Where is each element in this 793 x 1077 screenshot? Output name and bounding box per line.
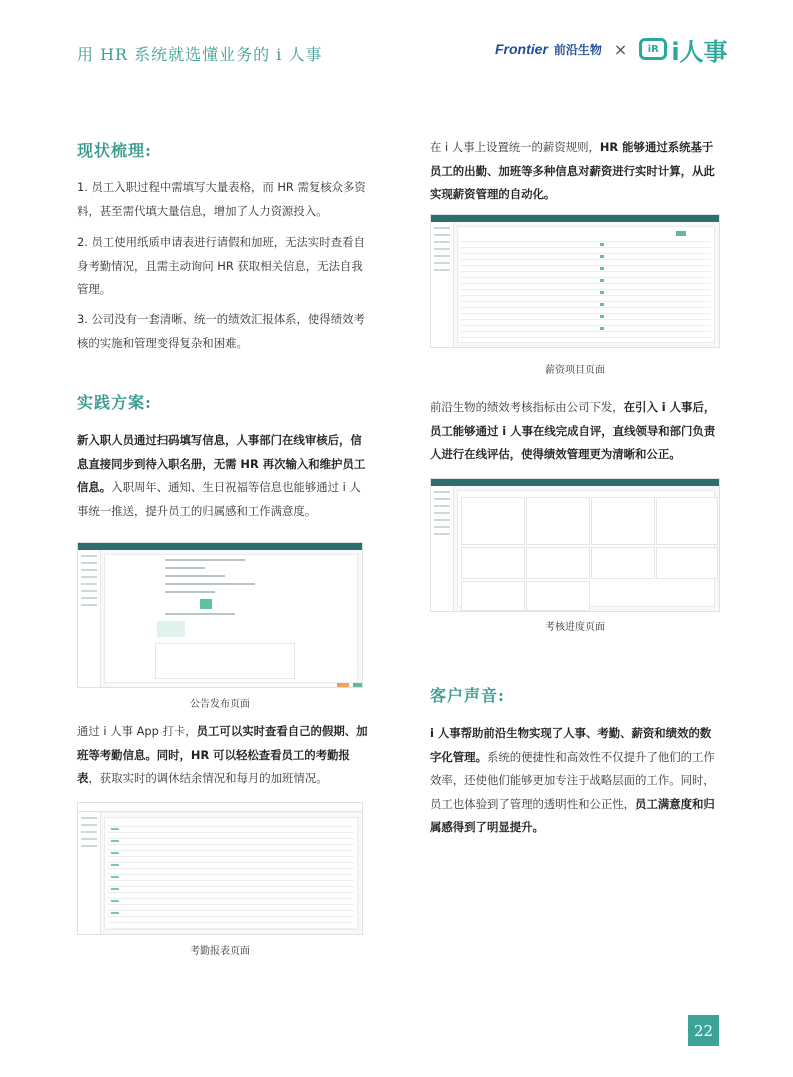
assessment-progress-screenshot	[430, 478, 720, 612]
status-point-1: 1. 员工入职过程中需填写大量表格，而 HR 需复核众多资料，甚至需代填大量信息，增加了人力资源投入。	[77, 180, 366, 218]
voice-p-mid: 系统的便捷性和高效性不仅提升了他们的工作效率，还使他们能够更加专注于战略层面的工作。同时，员工也体验到了管理的透明性和公正性，	[430, 749, 715, 811]
practice-p1-rest: 入职周年、通知、生日祝福等信息也能够通过 i 人事统一推送，提升员工的归属感和工作满意度。	[77, 480, 361, 518]
practice-paragraph-1	[77, 429, 369, 523]
salary-items-screenshot	[430, 214, 720, 348]
section-title-status: 现状梳理:	[77, 141, 152, 160]
irenshi-logo-icon: iR	[639, 38, 667, 60]
status-point-3: 3. 公司没有一套清晰、统一的绩效汇报体系，使得绩效考核的实施和管理变得复杂和困难。	[77, 312, 365, 350]
brand-separator: ×	[613, 39, 628, 59]
announcement-page-screenshot	[77, 542, 363, 688]
practice-paragraph-2	[77, 720, 369, 791]
customer-voice-paragraph	[430, 722, 722, 840]
status-point-2: 2. 员工使用纸质申请表进行请假和加班，无法实时查看自身考勤情况，且需主动询问 HR 获取相关信息，无法自我管理。	[77, 235, 365, 296]
caption-attendance: 考勤报表页面	[190, 946, 250, 957]
caption-announcement: 公告发布页面	[190, 699, 250, 710]
practice-p1-bold: 新入职人员通过扫码填写信息，人事部门在线审核后，信息直接同步到待入职名册，无需 HR 再次输入和维护员工信息。	[77, 433, 366, 494]
brand-logos	[495, 32, 728, 66]
caption-salary: 薪资项目页面	[545, 365, 605, 376]
salary-p-lead: 在 i 人事上设置统一的薪资规则，	[430, 140, 600, 154]
page-number: 22	[688, 1015, 719, 1046]
page-header-title: 用 HR 系统就选懂业务的 i 人事	[77, 45, 323, 64]
attendance-report-screenshot	[77, 802, 363, 935]
frontier-logo-cn: 前沿生物	[553, 42, 602, 57]
practice-p2-lead: 通过 i 人事 App 打卡，	[77, 724, 197, 738]
section-title-practice: 实践方案:	[77, 393, 152, 412]
practice-p2-bold: 员工可以实时查看自己的假期、加班等考勤信息。同时，HR 可以轻松查看员工的考勤报表	[77, 724, 368, 785]
performance-p-bold: 在引入 i 人事后，员工能够通过 i 人事在线完成自评，直线领导和部门负责人进行在线评估，使得绩效管理更为清晰和公正。	[430, 400, 716, 461]
salary-paragraph	[430, 136, 722, 207]
caption-assessment: 考核进度页面	[545, 622, 605, 633]
irenshi-logo-text: i人事	[671, 37, 728, 66]
voice-p-bold-end: 员工满意度和归属感得到了明显提升。	[430, 796, 715, 834]
practice-p2-rest: ，获取实时的调休结余情况和每月的加班情况。	[88, 771, 328, 785]
frontier-logo: Frontier	[495, 41, 548, 57]
irenshi-logo	[639, 32, 727, 67]
salary-p-bold: HR 能够通过系统基于员工的出勤、加班等多种信息对薪资进行实时计算，从此实现薪资管理的自动化。	[430, 140, 715, 201]
voice-p-bold: i 人事帮助前沿生物实现了人事、考勤、薪资和绩效的数字化管理。	[430, 726, 712, 764]
performance-p-lead: 前沿生物的绩效考核指标由公司下发，	[430, 400, 624, 414]
section-title-customer-voice: 客户声音:	[430, 686, 505, 705]
performance-paragraph	[430, 396, 722, 467]
